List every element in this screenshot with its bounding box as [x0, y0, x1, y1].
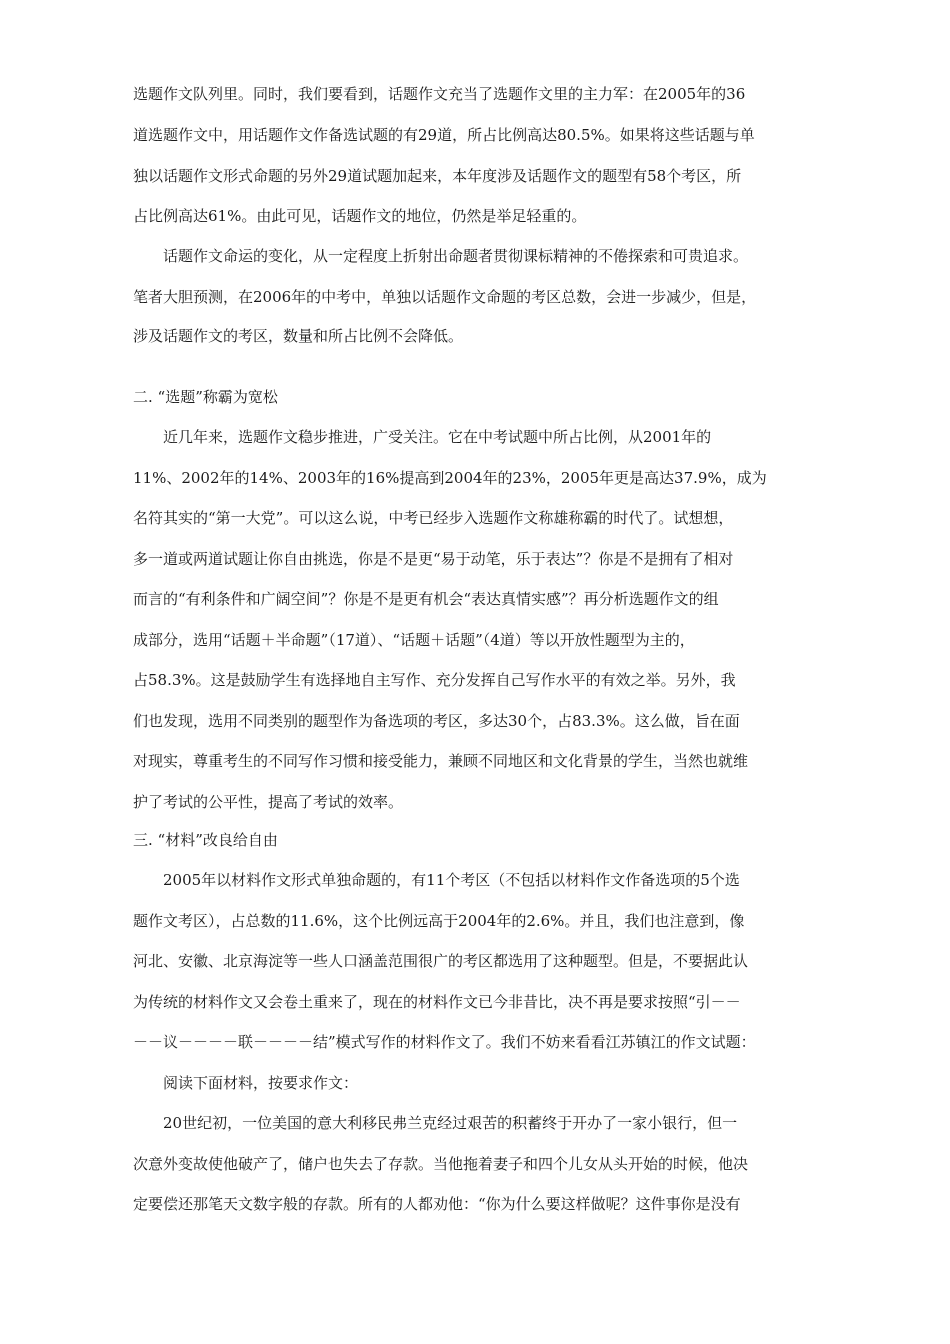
text-line: 为传统的材料作文又会卷土重来了，现在的材料作文已今非昔比，决不再是要求按照“引－－	[133, 993, 741, 1011]
paragraph-first-line: 阅读下面材料，按要求作文：	[163, 1074, 359, 1092]
text-line: 多一道或两道试题让你自由挑选，你是不是更“易于动笔，乐于表达”？你是不是拥有了相对	[133, 550, 734, 568]
text-line: 名符其实的“第一大党”。可以这么说，中考已经步入选题作文称雄称霸的时代了。试想想，	[133, 509, 734, 527]
text-line: 定要偿还那笔天文数字般的存款。所有的人都劝他：“你为什么要这样做呢？这件事你是没有	[133, 1195, 741, 1213]
text-line: 而言的“有利条件和广阔空间”？你是不是更有机会“表达真情实感”？再分析选题作文的组	[133, 590, 719, 608]
section-heading-3: 三. “材料”改良给自由	[133, 831, 278, 849]
text-line: 11%、2002年的14%、2003年的16%提高到2004年的23%，2005年更是高达37.9%，成为	[133, 469, 767, 487]
text-line: 们也发现，选用不同类别的题型作为备选项的考区，多达30个，占83.3%。这么做，旨在面	[133, 712, 740, 730]
paragraph-first-line: 20世纪初，一位美国的意大利移民弗兰克经过艰苦的积蓄终于开办了一家小银行，但一	[163, 1114, 738, 1132]
text-line: 对现实，尊重考生的不同写作习惯和接受能力，兼顾不同地区和文化背景的学生，当然也就维	[133, 752, 749, 770]
text-line: 次意外变故使他破产了，储户也失去了存款。当他拖着妻子和四个儿女从头开始的时候，他决	[133, 1155, 749, 1173]
text-line: 占58.3%。这是鼓励学生有选择地自主写作、充分发挥自己写作水平的有效之举。另外，我	[133, 671, 736, 689]
text-line: 成部分，选用“话题＋半命题”（17道）、“话题＋话题”（4道）等以开放性题型为主的，	[133, 631, 695, 649]
paragraph-first-line: 话题作文命运的变化，从一定程度上折射出命题者贯彻课标精神的不倦探索和可贵追求。	[163, 247, 749, 265]
section-heading-2: 二. “选题”称霸为宽松	[133, 388, 278, 406]
text-line: 涉及话题作文的考区，数量和所占比例不会降低。	[133, 327, 464, 345]
text-line: 占比例高达61%。由此可见，话题作文的地位，仍然是举足轻重的。	[133, 207, 587, 225]
text-line: 独以话题作文形式命题的另外29道试题加起来，本年度涉及话题作文的题型有58个考区，所	[133, 167, 742, 185]
text-line: 道选题作文中，用话题作文作备选试题的有29道，所占比例高达80.5%。如果将这些话题与单	[133, 126, 755, 144]
text-line: －－议－－－－联－－－－结”模式写作的材料作文了。我们不妨来看看江苏镇江的作文试题：	[133, 1033, 756, 1051]
paragraph-first-line: 近几年来，选题作文稳步推进，广受关注。它在中考试题中所占比例，从2001年的	[163, 428, 712, 446]
text-line: 题作文考区），占总数的11.6%，这个比例远高于2004年的2.6%。并且，我们也注意到，像	[133, 912, 745, 930]
text-line: 护了考试的公平性，提高了考试的效率。	[133, 793, 404, 811]
text-line: 河北、安徽、北京海淀等一些人口涵盖范围很广的考区都选用了这种题型。但是，不要据此认	[133, 952, 749, 970]
text-line: 选题作文队列里。同时，我们要看到，话题作文充当了选题作文里的主力军：在2005年的36	[133, 85, 746, 103]
paragraph-first-line: 2005年以材料作文形式单独命题的，有11个考区（不包括以材料作文作备选项的5个选	[163, 871, 740, 889]
text-line: 笔者大胆预测，在2006年的中考中，单独以话题作文命题的考区总数，会进一步减少，但是，	[133, 288, 757, 306]
